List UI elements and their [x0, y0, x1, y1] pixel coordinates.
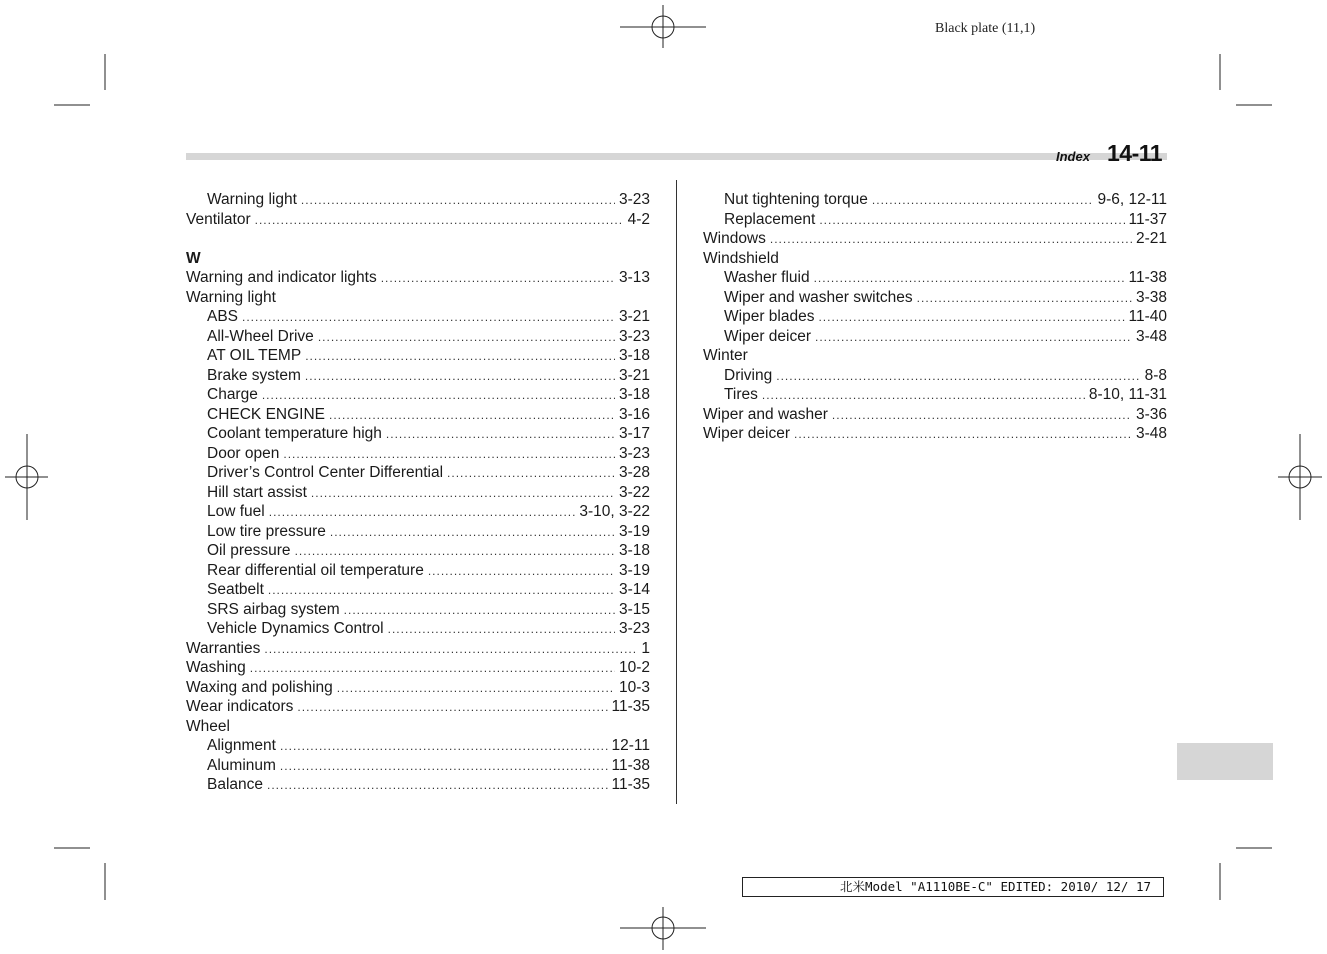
index-entry	[703, 327, 1167, 347]
entry-term: Windshield	[703, 249, 779, 267]
entry-term: Aluminum	[207, 756, 276, 774]
entry-page: 11-35	[611, 698, 650, 715]
entry-term: Warning and indicator lights	[186, 269, 377, 286]
entry-term: Replacement	[724, 210, 816, 228]
entry-page: 11-40	[1128, 308, 1167, 325]
entry-term: Warranties	[186, 639, 261, 657]
index-heading	[186, 717, 650, 737]
entry-page: 3-19	[618, 522, 650, 540]
entry-term: Nut tightening torque	[724, 191, 868, 208]
index-entry	[186, 639, 650, 659]
dot-leader	[268, 581, 615, 600]
index-column-left	[186, 190, 650, 795]
dot-leader	[337, 679, 615, 698]
index-entry	[186, 405, 650, 425]
entry-term: Waxing and polishing	[186, 678, 333, 696]
index-entry	[186, 600, 650, 620]
index-entry	[186, 366, 650, 386]
entry-page: 3-23	[618, 444, 650, 462]
dot-leader	[250, 659, 615, 678]
index-letter-heading: W	[186, 249, 201, 267]
entry-page: 3-22	[618, 483, 650, 501]
index-entry	[186, 424, 650, 444]
entry-term: Hill start assist	[207, 483, 307, 501]
edition-label: 北米Model "A1110BE-C" EDITED: 2010/ 12/ 17	[742, 877, 1164, 897]
entry-term: Low fuel	[207, 503, 265, 520]
entry-term: Wear indicators	[186, 698, 294, 715]
entry-page: 11-38	[611, 756, 650, 774]
entry-page: 11-38	[1128, 269, 1167, 286]
index-entry	[703, 366, 1167, 386]
entry-page: 3-28	[618, 464, 650, 481]
entry-term: Low tire pressure	[207, 522, 326, 540]
dot-leader	[311, 484, 615, 503]
entry-page: 3-17	[618, 425, 650, 442]
entry-page: 3-38	[1135, 288, 1167, 306]
dot-leader	[386, 425, 615, 444]
plate-label: Black plate (11,1)	[935, 21, 1036, 36]
dot-leader	[318, 328, 615, 347]
entry-term: Rear differential oil temperature	[207, 561, 424, 579]
index-entry	[186, 327, 650, 347]
dot-leader	[295, 542, 615, 561]
entry-term: Door open	[207, 444, 280, 462]
index-entry	[186, 444, 650, 464]
entry-page: 10-3	[618, 678, 650, 696]
entry-term: AT OIL TEMP	[207, 347, 302, 364]
entry-page: 3-23	[618, 620, 650, 637]
entry-page: 3-10, 3-22	[579, 503, 650, 520]
dot-leader	[344, 601, 615, 620]
dot-leader	[815, 328, 1132, 347]
index-column-right	[703, 190, 1167, 444]
entry-page: 8-8	[1144, 366, 1167, 384]
entry-page: 3-13	[618, 269, 650, 286]
entry-page: 3-18	[618, 347, 650, 364]
entry-page: 3-21	[618, 366, 650, 384]
entry-page: 3-14	[618, 581, 650, 598]
dot-leader	[269, 503, 576, 522]
entry-page: 3-18	[618, 386, 650, 403]
index-entry	[186, 678, 650, 698]
entry-page: 4-2	[627, 210, 650, 228]
index-entry	[186, 775, 650, 795]
dot-leader	[262, 386, 615, 405]
entry-term: Wiper and washer switches	[724, 288, 913, 306]
index-entry	[186, 502, 650, 522]
index-entry	[186, 658, 650, 678]
entry-term: Windows	[703, 230, 766, 247]
index-entry	[703, 268, 1167, 288]
dot-leader	[794, 425, 1132, 444]
entry-page: 2-21	[1135, 230, 1167, 247]
entry-page: 3-48	[1135, 425, 1167, 442]
entry-term: Driving	[724, 366, 773, 384]
index-entry	[186, 385, 650, 405]
index-entry	[186, 756, 650, 776]
entry-term: Wiper blades	[724, 308, 815, 325]
index-heading	[703, 249, 1167, 269]
dot-leader	[264, 640, 637, 659]
entry-page: 3-18	[618, 542, 650, 559]
index-entry	[703, 424, 1167, 444]
dot-leader	[832, 406, 1132, 425]
index-entry	[186, 483, 650, 503]
entry-term: Wheel	[186, 717, 230, 735]
index-entry	[186, 561, 650, 581]
index-entry	[186, 522, 650, 542]
entry-page: 8-10, 11-31	[1088, 386, 1167, 403]
index-entry	[186, 463, 650, 483]
entry-term: Charge	[207, 386, 258, 403]
entry-term: Driver’s Control Center Differential	[207, 464, 444, 481]
dot-leader	[872, 191, 1094, 210]
entry-page: 9-6, 12-11	[1097, 191, 1167, 208]
index-entry	[703, 405, 1167, 425]
index-entry	[186, 190, 650, 210]
dot-leader	[280, 757, 608, 776]
index-heading	[186, 288, 650, 308]
dot-leader	[381, 269, 615, 288]
entry-term: Wiper and washer	[703, 405, 828, 423]
index-entry	[186, 307, 650, 327]
dot-leader	[267, 776, 607, 795]
dot-leader	[388, 620, 615, 639]
dot-leader	[329, 406, 615, 425]
index-entry	[186, 210, 650, 230]
dot-leader	[818, 308, 1124, 327]
dot-leader	[917, 289, 1132, 308]
entry-term: CHECK ENGINE	[207, 405, 325, 423]
entry-term: Coolant temperature high	[207, 425, 382, 442]
entry-term: SRS airbag system	[207, 600, 340, 618]
entry-term: Washing	[186, 659, 246, 676]
index-entry	[186, 346, 650, 366]
index-entry	[703, 190, 1167, 210]
entry-term: Winter	[703, 347, 748, 364]
index-entry	[186, 541, 650, 561]
entry-term: Wiper deicer	[724, 327, 811, 345]
index-entry	[703, 210, 1167, 230]
entry-page: 11-37	[1128, 210, 1167, 228]
entry-term: Washer fluid	[724, 269, 810, 286]
entry-term: Wiper deicer	[703, 425, 790, 442]
page-number: 14-11	[1107, 140, 1163, 166]
dot-leader	[447, 464, 615, 483]
index-entry	[186, 736, 650, 756]
entry-term: Balance	[207, 776, 264, 793]
dot-leader	[770, 230, 1132, 249]
dot-leader	[283, 445, 615, 464]
index-entry	[703, 307, 1167, 327]
entry-page: 1	[641, 639, 650, 657]
index-entry	[186, 697, 650, 717]
entry-page: 3-48	[1135, 327, 1167, 345]
column-divider	[676, 180, 677, 804]
dot-leader	[428, 562, 615, 581]
entry-page: 3-19	[618, 561, 650, 579]
entry-page: 3-16	[618, 405, 650, 423]
entry-term: Warning light	[186, 288, 276, 306]
entry-term: Oil pressure	[207, 542, 291, 559]
index-entry	[186, 268, 650, 288]
dot-leader	[280, 737, 608, 756]
spacer	[186, 229, 650, 249]
section-title: Index	[1056, 149, 1090, 164]
entry-page: 3-23	[618, 327, 650, 345]
index-heading	[703, 346, 1167, 366]
entry-page: 3-21	[618, 308, 650, 325]
index-entry	[186, 619, 650, 639]
dot-leader	[242, 308, 615, 327]
entry-page: 12-11	[611, 737, 650, 754]
index-entry	[703, 288, 1167, 308]
entry-page: 11-35	[611, 776, 650, 793]
dot-leader	[301, 191, 615, 210]
dot-leader	[305, 367, 615, 386]
thumb-index-tab	[1177, 743, 1273, 780]
entry-term: Brake system	[207, 366, 301, 384]
dot-leader	[819, 211, 1124, 230]
entry-term: Warning light	[207, 191, 297, 208]
entry-term: Alignment	[207, 737, 276, 754]
entry-page: 3-23	[618, 191, 650, 208]
entry-term: All-Wheel Drive	[207, 327, 314, 345]
dot-leader	[305, 347, 615, 366]
entry-page: 3-15	[618, 600, 650, 618]
entry-page: 3-36	[1135, 405, 1167, 423]
entry-term: Ventilator	[186, 210, 251, 228]
entry-term: Tires	[724, 386, 758, 403]
entry-term: Seatbelt	[207, 581, 264, 598]
dot-leader	[814, 269, 1125, 288]
dot-leader	[776, 367, 1140, 386]
entry-term: Vehicle Dynamics Control	[207, 620, 384, 637]
dot-leader	[297, 698, 607, 717]
dot-leader	[762, 386, 1085, 405]
index-entry	[703, 229, 1167, 249]
entry-term: ABS	[207, 308, 239, 325]
dot-leader	[255, 211, 624, 230]
entry-page: 10-2	[618, 659, 650, 676]
dot-leader	[330, 523, 615, 542]
index-entry	[186, 580, 650, 600]
header-bar	[186, 153, 1167, 160]
index-entry	[703, 385, 1167, 405]
